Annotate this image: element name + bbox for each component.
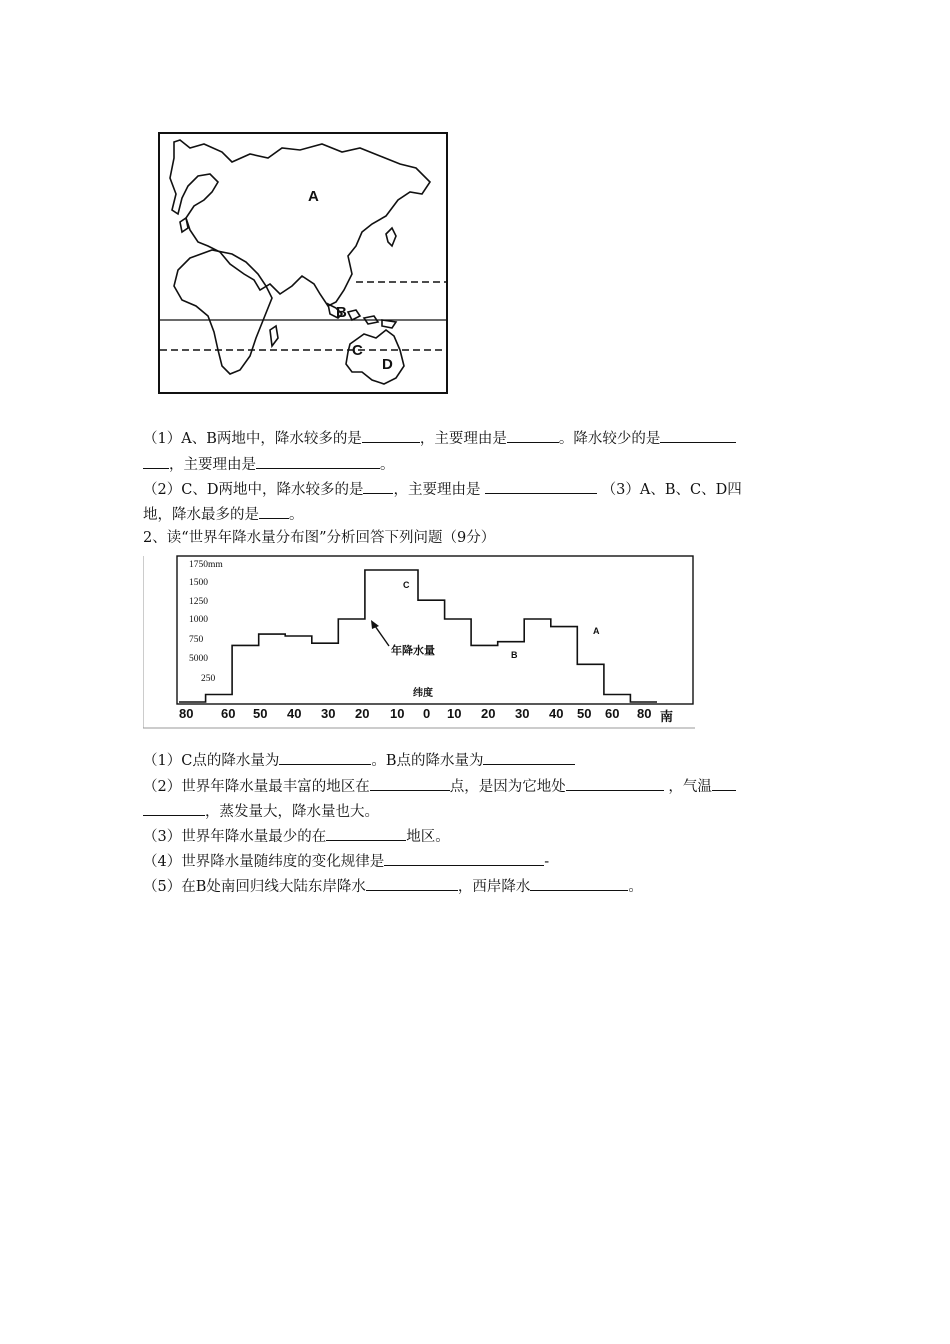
q1-line-2 [143, 454, 395, 475]
precipitation-series [179, 570, 657, 702]
point-label-a: A [593, 626, 600, 636]
answer-blank[interactable] [384, 851, 544, 866]
answer-blank[interactable] [143, 454, 169, 469]
answer-blank[interactable] [259, 504, 289, 519]
map-label-c: C [352, 342, 363, 359]
map-label-d: D [382, 356, 393, 373]
q2-text: （2）世界年降水量最丰富的地区在 [143, 779, 370, 795]
x-tick-label: 30 [321, 706, 336, 721]
x-tick-label: 50 [253, 706, 268, 721]
q1-text: 。降水较少的是 [558, 431, 661, 447]
chart-canvas [143, 550, 695, 730]
precipitation-step-line [179, 570, 657, 702]
x-tick-label: 10 [447, 706, 462, 721]
answer-blank[interactable] [143, 801, 205, 816]
q1-text: 地，降水最多的是 [143, 507, 259, 523]
y-tick-label: 250 [201, 674, 216, 684]
q1-text: ，主要理由是 [419, 431, 507, 447]
q2-text: ，西岸降水 [457, 879, 531, 895]
x-tick-label: 20 [481, 706, 496, 721]
q2-text: - [544, 854, 550, 870]
q2-line-6 [143, 876, 643, 897]
q2-text: 。B点的降水量为 [371, 753, 484, 769]
x-tick-label: 南 [660, 709, 674, 724]
q2-text: 点，是因为它地处 [449, 779, 566, 795]
q2-line-2 [143, 776, 736, 797]
q1-text: ，主要理由是 [169, 457, 256, 473]
answer-blank[interactable] [660, 428, 736, 443]
x-tick-label: 50 [577, 706, 592, 721]
point-label-b: B [511, 650, 518, 660]
x-tick-label: 20 [355, 706, 370, 721]
annotation-label: 年降水量 [391, 644, 435, 657]
q1-line-4 [143, 504, 304, 525]
x-tick-label: 0 [423, 706, 431, 721]
annotation-arrowhead [371, 620, 379, 629]
answer-blank[interactable] [483, 750, 575, 765]
map-label-b: B [336, 304, 347, 321]
q2-text: （5）在B处南回归线大陆东岸降水 [143, 879, 366, 895]
answer-blank[interactable] [279, 750, 371, 765]
y-tick-label: 1500 [189, 578, 208, 588]
q2-line-5 [143, 851, 549, 872]
answer-blank[interactable] [362, 428, 420, 443]
y-tick-label: 1250 [189, 597, 208, 607]
chart-frame [177, 556, 693, 704]
q1-text: （1）A、B两地中，降水较多的是 [143, 431, 362, 447]
answer-blank[interactable] [326, 826, 406, 841]
q2-text: （3）世界年降水量最少的在 [143, 829, 327, 845]
y-tick-label: 1000 [189, 615, 208, 625]
point-label-c: C [403, 580, 410, 590]
q2-text: （4）世界降水量随纬度的变化规律是 [143, 854, 385, 870]
q2-line-3 [143, 801, 379, 822]
map-label-a: A [308, 188, 319, 205]
q1-text: （2）C、D两地中，降水较多的是 [143, 482, 364, 498]
answer-blank[interactable] [566, 776, 664, 791]
answer-blank[interactable] [370, 776, 450, 791]
x-tick-label: 10 [390, 706, 405, 721]
answer-blank[interactable] [363, 479, 393, 494]
x-axis-title: 纬度 [413, 688, 433, 699]
answer-blank[interactable] [366, 876, 458, 891]
y-tick-label: 1750mm [189, 560, 223, 570]
q1-line-3 [143, 479, 742, 500]
x-tick-label: 60 [221, 706, 236, 721]
q2-heading: 2、读“世界年降水量分布图”分析回答下列问题（9分） [143, 530, 496, 546]
answer-blank[interactable] [712, 776, 736, 791]
q1-text: 。 [380, 457, 395, 473]
q1-text: 。 [289, 507, 304, 523]
x-tick-label: 40 [287, 706, 302, 721]
answer-blank[interactable] [485, 479, 597, 494]
q2-text: ，气温 [668, 779, 712, 795]
answer-blank[interactable] [530, 876, 628, 891]
q2-text: 。 [628, 879, 643, 895]
q2-text: ，蒸发量大，降水量也大。 [205, 804, 379, 820]
answer-blank[interactable] [256, 454, 380, 469]
q1-line-1 [143, 428, 736, 449]
x-tick-label: 60 [605, 706, 620, 721]
x-tick-label: 80 [179, 706, 194, 721]
answer-blank[interactable] [507, 428, 559, 443]
y-tick-label: 5000 [189, 654, 208, 664]
precipitation-chart [143, 550, 695, 730]
x-tick-label: 30 [515, 706, 530, 721]
y-tick-label: 750 [189, 635, 204, 645]
q2-line-1 [143, 750, 575, 771]
q1-text: ，主要理由是 [393, 482, 481, 498]
annotation-arrow [375, 626, 389, 646]
q2-text: （1）C点的降水量为 [143, 753, 280, 769]
q1-text: （3）A、B、C、D四 [601, 482, 742, 498]
map-outline [160, 134, 446, 392]
q2-line-4 [143, 826, 450, 847]
q2-text: 地区。 [406, 829, 450, 845]
x-tick-label: 80 [637, 706, 652, 721]
world-map-figure [158, 132, 448, 394]
x-tick-label: 40 [549, 706, 564, 721]
